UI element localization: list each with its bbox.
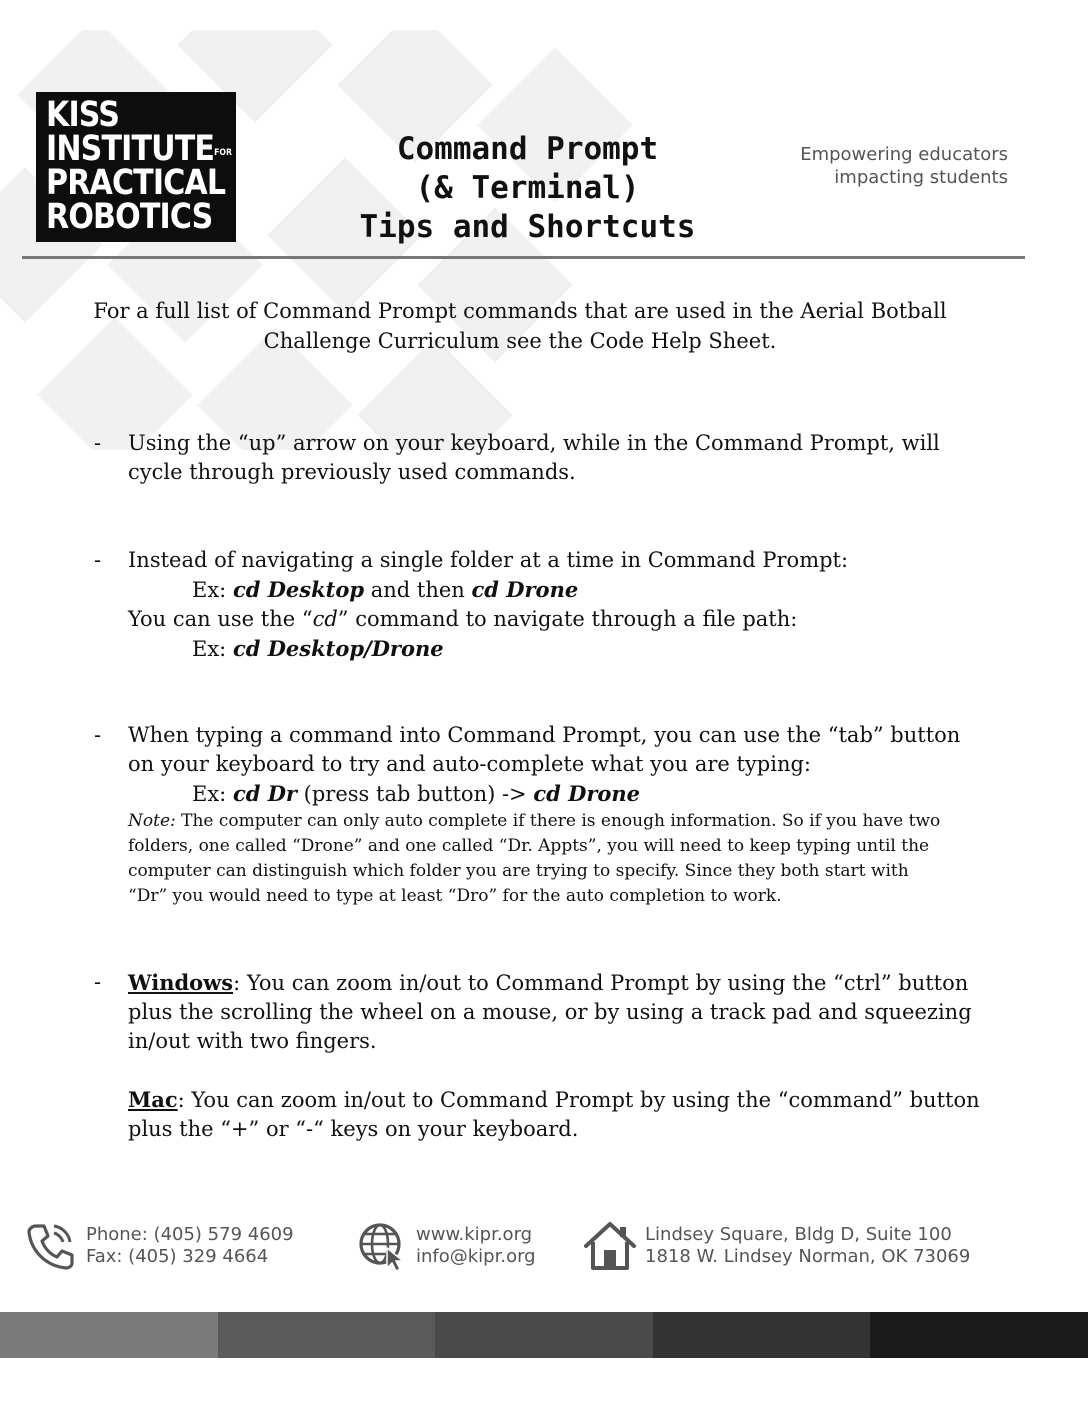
tip2-line-3 <box>128 605 994 634</box>
command-text: cd Desktop <box>232 577 365 602</box>
command-text: cd Drone <box>533 781 641 806</box>
mac-label: Mac <box>128 1087 178 1112</box>
logo-line-1: KISS <box>46 95 120 135</box>
globe-cursor-icon <box>357 1220 409 1272</box>
title-line-3: Tips and Shortcuts <box>359 209 696 245</box>
tip-cd-path <box>94 546 994 664</box>
note-line-4: “Dr” you would need to type at least “Dro” for the auto completion to work. <box>128 886 782 906</box>
ex-connector: (press tab button) -> <box>297 782 534 806</box>
logo-institute: INSTITUTE <box>46 129 215 169</box>
footer-color-bar <box>0 1312 1088 1358</box>
tip2-line-1: Instead of navigating a single folder at a time in Command Prompt: <box>128 548 849 572</box>
logo-line-3: PRACTICAL <box>46 163 226 203</box>
note-line-2: folders, one called “Drone” and one called “Dr. Appts”, you will need to keep typing until the <box>128 836 930 856</box>
ex-prefix: Ex: <box>192 578 233 602</box>
website-link[interactable]: www.kipr.org <box>416 1224 533 1245</box>
contact-address-block <box>645 1224 970 1268</box>
phone-number[interactable]: Phone: (405) 579 4609 <box>86 1224 294 1245</box>
email-link[interactable]: info@kipr.org <box>416 1246 536 1267</box>
bar-segment <box>218 1312 436 1358</box>
note-line-1 <box>128 809 994 834</box>
note-label: Note: <box>128 811 176 831</box>
title-line-1: Command Prompt <box>396 131 659 167</box>
footer <box>0 1210 1088 1290</box>
tip3-note <box>128 809 994 909</box>
bullet-dash: - <box>94 431 102 455</box>
tip3-line-1: When typing a command into Command Prompt, you can use the “tab” button <box>128 723 961 747</box>
text-segment: : You can zoom in/out to Command Prompt by using the “command” button <box>177 1088 980 1112</box>
bar-segment <box>653 1312 871 1358</box>
bar-segment <box>0 1312 218 1358</box>
bullet-dash: - <box>94 970 102 994</box>
address-line-1: Lindsey Square, Bldg D, Suite 100 <box>645 1224 952 1245</box>
mac-line-2: plus the “+” or “-“ keys on your keyboard. <box>128 1117 579 1141</box>
house-icon <box>582 1218 638 1274</box>
windows-line-2: plus the scrolling the wheel on a mouse, or by using a track pad and squeezing <box>128 1000 972 1024</box>
bar-segment <box>870 1312 1088 1358</box>
phone-icon <box>24 1220 76 1272</box>
command-text: cd <box>312 607 338 631</box>
tip3-line-2: on your keyboard to try and auto-complete what you are typing: <box>128 752 811 776</box>
note-text: The computer can only auto complete if there is enough information. So if you have two <box>175 811 941 831</box>
bullet-dash: - <box>94 723 102 747</box>
tip-tab-complete <box>94 721 994 909</box>
bar-segment <box>435 1312 653 1358</box>
logo-line-2 <box>46 129 232 169</box>
windows-label: Windows <box>128 970 234 995</box>
command-text: cd Dr <box>232 781 297 806</box>
logo-line-4: ROBOTICS <box>46 197 213 237</box>
tip-up-arrow <box>94 429 994 487</box>
tagline <box>800 143 1008 189</box>
fax-number: Fax: (405) 329 4664 <box>86 1246 269 1267</box>
spacer <box>128 1056 994 1085</box>
ex-prefix: Ex: <box>192 782 233 806</box>
windows-line-1 <box>128 968 994 998</box>
tip1-line-1: Using the “up” arrow on your keyboard, while in the Command Prompt, will <box>128 431 940 455</box>
header-divider <box>22 256 1025 259</box>
bullet-dash: - <box>94 548 102 572</box>
intro-paragraph <box>90 296 950 356</box>
contact-phone-block <box>86 1224 294 1268</box>
intro-line-2: Challenge Curriculum see the Code Help Sheet. <box>263 329 777 353</box>
logo-for: FOR <box>214 148 232 158</box>
ex-connector: and then <box>364 578 472 602</box>
tip1-line-2: cycle through previously used commands. <box>128 460 576 484</box>
kipr-logo <box>36 92 236 242</box>
command-text: cd Desktop/Drone <box>232 636 444 661</box>
text-segment: ” command to navigate through a file path: <box>337 607 798 631</box>
title-line-2: (& Terminal) <box>415 170 640 206</box>
contact-web-block <box>416 1224 536 1268</box>
tagline-line-1: Empowering educators <box>800 144 1008 165</box>
command-text: cd Drone <box>471 577 579 602</box>
note-line-3: computer can distinguish which folder you are trying to specify. Since they both start with <box>128 861 909 881</box>
tip2-example-1 <box>128 575 994 605</box>
text-segment: : You can zoom in/out to Command Prompt by using the “ctrl” button <box>233 971 969 995</box>
tagline-line-2: impacting students <box>834 167 1008 188</box>
page-title <box>300 130 755 247</box>
tip2-example-2 <box>128 634 994 664</box>
address-line-2: 1818 W. Lindsey Norman, OK 73069 <box>645 1246 971 1267</box>
ex-prefix: Ex: <box>192 637 233 661</box>
tip3-example <box>128 779 994 809</box>
windows-line-3: in/out with two fingers. <box>128 1029 377 1053</box>
text-segment: You can use the “ <box>128 607 313 631</box>
intro-line-1: For a full list of Command Prompt commands that are used in the Aerial Botball <box>93 299 947 323</box>
mac-line-1 <box>128 1085 994 1115</box>
tip-zoom <box>94 968 994 1144</box>
